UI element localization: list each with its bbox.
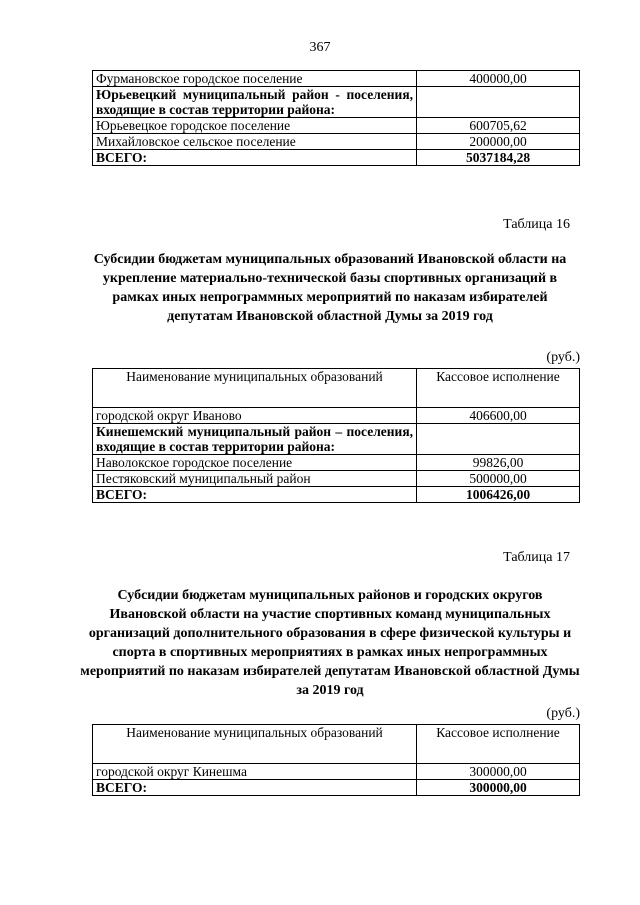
table-total-row	[93, 487, 580, 503]
table-16	[92, 368, 580, 503]
table-row	[93, 455, 580, 471]
table-header-row	[93, 369, 580, 408]
table-17-label: Таблица 17	[503, 550, 570, 565]
table-row-group	[93, 424, 580, 455]
row-name: Михайловское сельское поселение	[93, 134, 417, 150]
row-value: 600705,62	[417, 118, 580, 134]
table-row	[93, 71, 580, 87]
table-15-continuation	[92, 70, 580, 166]
table-total-row	[93, 150, 580, 166]
table-17-title: Субсидии бюджетам муниципальных районов и городских округов Ивановской области на участие спортивных команд муниципальных организаций дополнительного образования в сфере физической культуры и спорта в спортивных мероприятиях в рамках иных непрограммных мероприятий по наказам избирателей депутатам Ивановской областной Думы за 2019 год	[80, 588, 580, 698]
total-value: 5037184,28	[417, 150, 580, 166]
table-row-group	[93, 87, 580, 118]
row-value: 99826,00	[417, 455, 580, 471]
column-header-value: Кассовое исполнение	[417, 369, 580, 408]
row-value: 500000,00	[417, 471, 580, 487]
total-label: ВСЕГО:	[93, 487, 417, 503]
row-value: 200000,00	[417, 134, 580, 150]
row-name: Наволокское городское поселение	[93, 455, 417, 471]
group-label: Кинешемский муниципальный район – поселения, входящие в состав территории района:	[93, 424, 417, 455]
total-value: 1006426,00	[417, 487, 580, 503]
table-16-unit: (руб.)	[546, 350, 580, 365]
group-label: Юрьевецкий муниципальный район - поселения, входящие в состав территории района:	[93, 87, 417, 118]
row-name: городской округ Иваново	[93, 408, 417, 424]
table-17-unit: (руб.)	[546, 706, 580, 721]
total-label: ВСЕГО:	[93, 150, 417, 166]
table-total-row	[93, 780, 580, 796]
column-header-value: Кассовое исполнение	[417, 725, 580, 764]
table-row	[93, 764, 580, 780]
table-header-row	[93, 725, 580, 764]
total-label: ВСЕГО:	[93, 780, 417, 796]
row-name: Юрьевецкое городское поселение	[93, 118, 417, 134]
row-value: 400000,00	[417, 71, 580, 87]
row-value: 406600,00	[417, 408, 580, 424]
row-name: Фурмановское городское поселение	[93, 71, 417, 87]
table-row	[93, 118, 580, 134]
table-16-label: Таблица 16	[503, 217, 570, 232]
row-name: Пестяковский муниципальный район	[93, 471, 417, 487]
table-17	[92, 724, 580, 796]
table-row	[93, 408, 580, 424]
empty-cell	[417, 87, 580, 118]
empty-cell	[417, 424, 580, 455]
row-name: городской округ Кинешма	[93, 764, 417, 780]
page-number: 367	[309, 40, 331, 55]
table-row	[93, 471, 580, 487]
table-row	[93, 134, 580, 150]
column-header-name: Наименование муниципальных образований	[93, 725, 417, 764]
table-16-title: Субсидии бюджетам муниципальных образований Ивановской области на укрепление материально-технической базы спортивных организаций в рамках иных непрограммных мероприятий по наказам избирателей депутатам Ивановской областной Думы за 2019 год	[93, 252, 567, 324]
row-value: 300000,00	[417, 764, 580, 780]
column-header-name: Наименование муниципальных образований	[93, 369, 417, 408]
total-value: 300000,00	[417, 780, 580, 796]
